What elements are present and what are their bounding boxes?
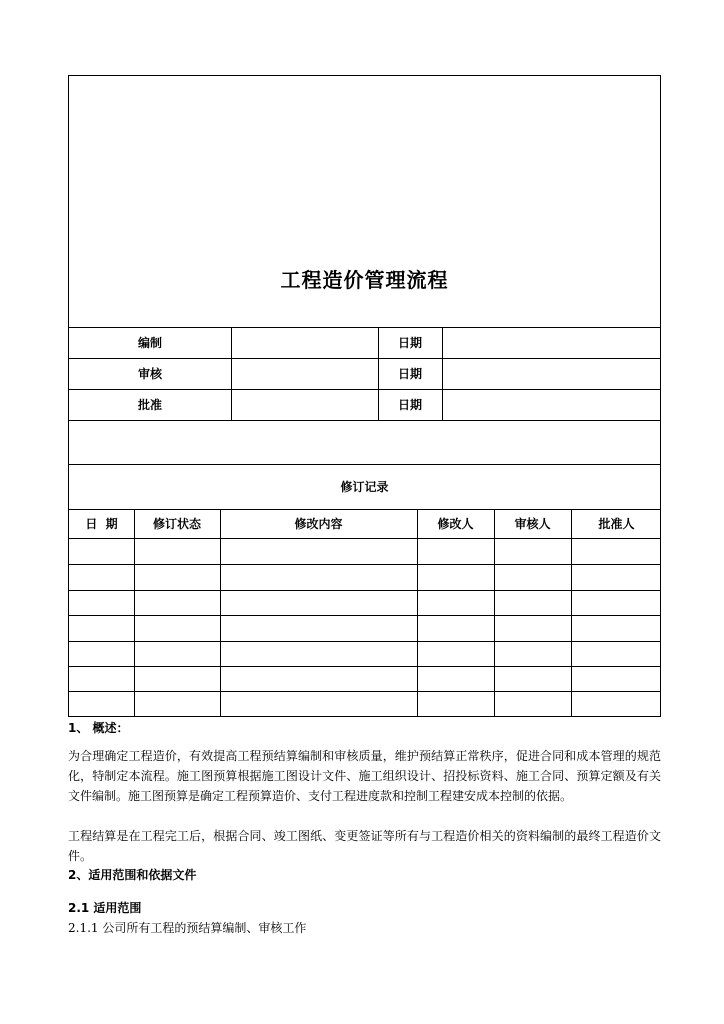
approval-label-prepared: 编制 xyxy=(137,336,162,350)
approval-label-approved: 批准 xyxy=(137,398,162,412)
revision-record-title: 修订记录 xyxy=(340,480,389,494)
column-header-reviewer: 审核人 xyxy=(514,517,551,531)
column-header-approver: 批准人 xyxy=(598,517,635,531)
column-header-date: 日 期 xyxy=(85,517,118,531)
section-2-1-heading: 2.1 适用范围 xyxy=(68,901,142,915)
divider xyxy=(220,509,221,717)
divider xyxy=(442,327,443,420)
column-header-revision-status: 修订状态 xyxy=(152,517,201,531)
column-header-change-content: 修改内容 xyxy=(294,517,343,531)
approval-date-label: 日期 xyxy=(397,367,422,381)
divider xyxy=(69,420,660,421)
divider xyxy=(571,509,572,717)
divider xyxy=(417,509,418,717)
approval-label-reviewed: 审核 xyxy=(137,367,162,381)
section-1-paragraph: 为合理确定工程造价，有效提高工程预结算编制和审核质量，维护预结算正常秩序，促进合同和成本管理的规范化，特制定本流程。施工图预算根据施工图设计文件、施工组织设计、招投标资料、施工合同、预算定额及有关文件编制。施工图预算是确定工程预算造价、支付工程进度款和控制工程建安成本控制的依据。 xyxy=(68,749,661,803)
divider xyxy=(231,327,232,420)
approval-date-label: 日期 xyxy=(397,336,422,350)
section-2-1-1-text: 2.1.1 公司所有工程的预结算编制、审核工作 xyxy=(68,921,307,935)
divider xyxy=(134,509,135,717)
section-2-heading: 2、适用范围和依据文件 xyxy=(68,868,197,882)
section-1-heading: 1、 概述： xyxy=(68,721,129,735)
document-title: 工程造价管理流程 xyxy=(280,268,449,292)
section-1-paragraph: 工程结算是在工程完工后，根据合同、竣工图纸、变更签证等所有与工程造价相关的资料编制的最终工程造价文件。 xyxy=(68,829,661,863)
column-header-modifier: 修改人 xyxy=(437,517,474,531)
divider xyxy=(494,509,495,717)
approval-date-label: 日期 xyxy=(397,398,422,412)
document-form-frame xyxy=(68,75,661,717)
